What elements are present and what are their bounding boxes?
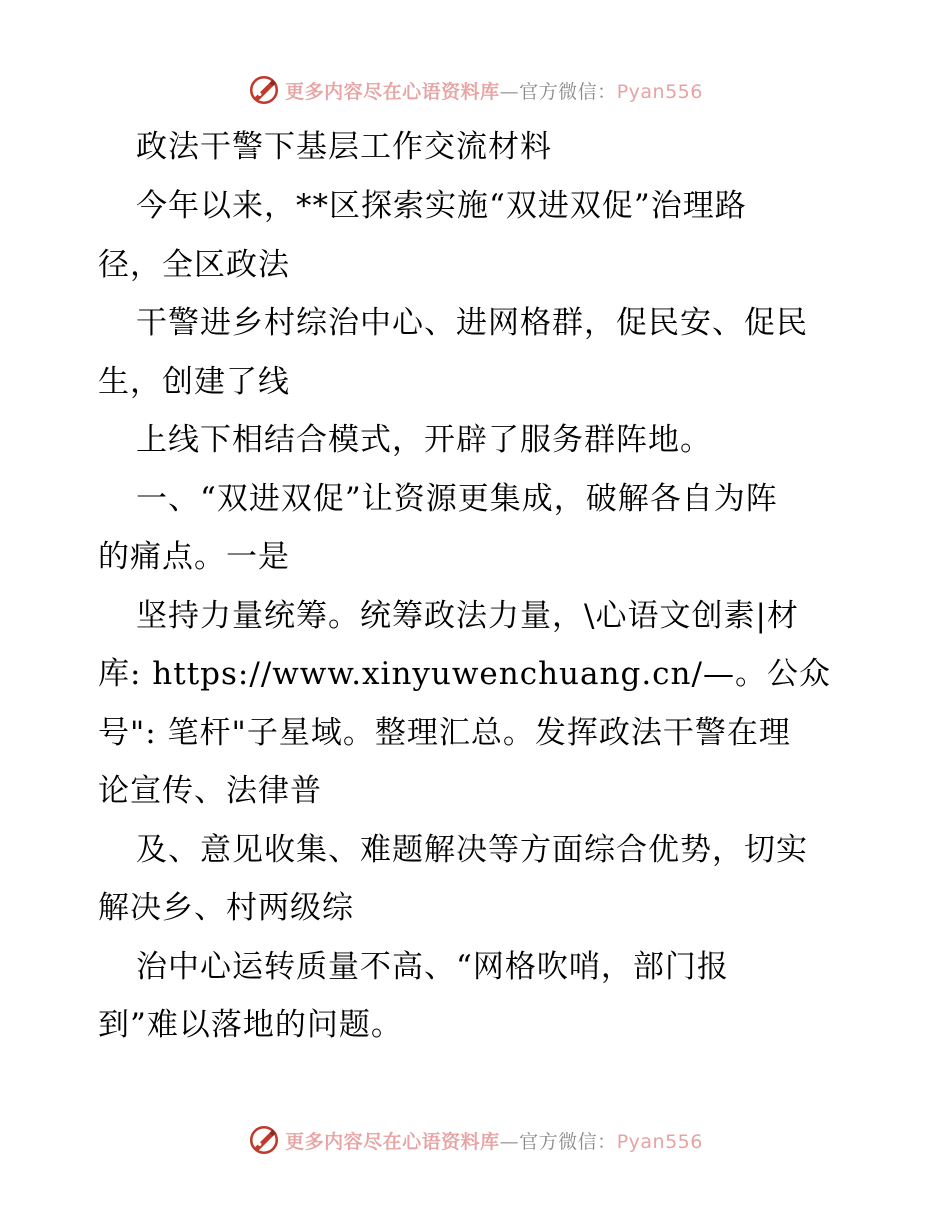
text-line: 的痛点。一是 bbox=[98, 539, 290, 575]
footer-watermark bbox=[0, 1120, 950, 1160]
text-line: 治中心运转质量不高、“网格吹哨，部门报 bbox=[136, 949, 729, 985]
header-watermark bbox=[0, 70, 950, 110]
watermark-text bbox=[285, 77, 703, 104]
text-line: 论宣传、法律普 bbox=[98, 773, 322, 809]
text-line: 上线下相结合模式，开辟了服务群阵地。 bbox=[136, 422, 712, 458]
text-line: 生，创建了线 bbox=[98, 364, 290, 400]
text-line: 今年以来，**区探索实施“双进双促”治理路 bbox=[136, 188, 747, 224]
text-line: 干警进乡村综治中心、进网格群，促民安、促民 bbox=[136, 305, 808, 341]
text-line: 坚持力量统筹。统筹政法力量，\心语文创素|材 bbox=[136, 598, 799, 634]
text-line: 库: https://www.xinyuwenchuang.cn/—。公众 bbox=[98, 656, 831, 692]
watermark-dash: — bbox=[499, 80, 520, 103]
watermark-wechat-label: 官方微信： bbox=[519, 1130, 617, 1153]
watermark-text bbox=[285, 1127, 703, 1154]
pen-circle-logo-icon bbox=[247, 73, 281, 107]
watermark-wechat-label: 官方微信： bbox=[519, 80, 617, 103]
watermark-wechat-id: Pyan556 bbox=[616, 80, 703, 103]
text-line: 解决乡、村两级综 bbox=[98, 890, 354, 926]
watermark-lead: 更多内容尽在心语资料库 bbox=[285, 1130, 500, 1153]
watermark-dash: — bbox=[499, 1130, 520, 1153]
text-line: 及、意见收集、难题解决等方面综合优势，切实 bbox=[136, 832, 808, 868]
text-line: 到”难以落地的问题。 bbox=[98, 1007, 403, 1043]
section-heading: 一、“双进双促”让资源更集成，破解各自为阵 bbox=[136, 481, 778, 517]
document-title: 政法干警下基层工作交流材料 bbox=[136, 129, 552, 165]
text-line: 径，全区政法 bbox=[98, 247, 290, 283]
watermark-wechat-id: Pyan556 bbox=[616, 1130, 703, 1153]
watermark-lead: 更多内容尽在心语资料库 bbox=[285, 80, 500, 103]
pen-circle-logo-icon bbox=[247, 1123, 281, 1157]
text-line: 号": 笔杆"子星域。整理汇总。发挥政法干警在理 bbox=[98, 715, 791, 751]
